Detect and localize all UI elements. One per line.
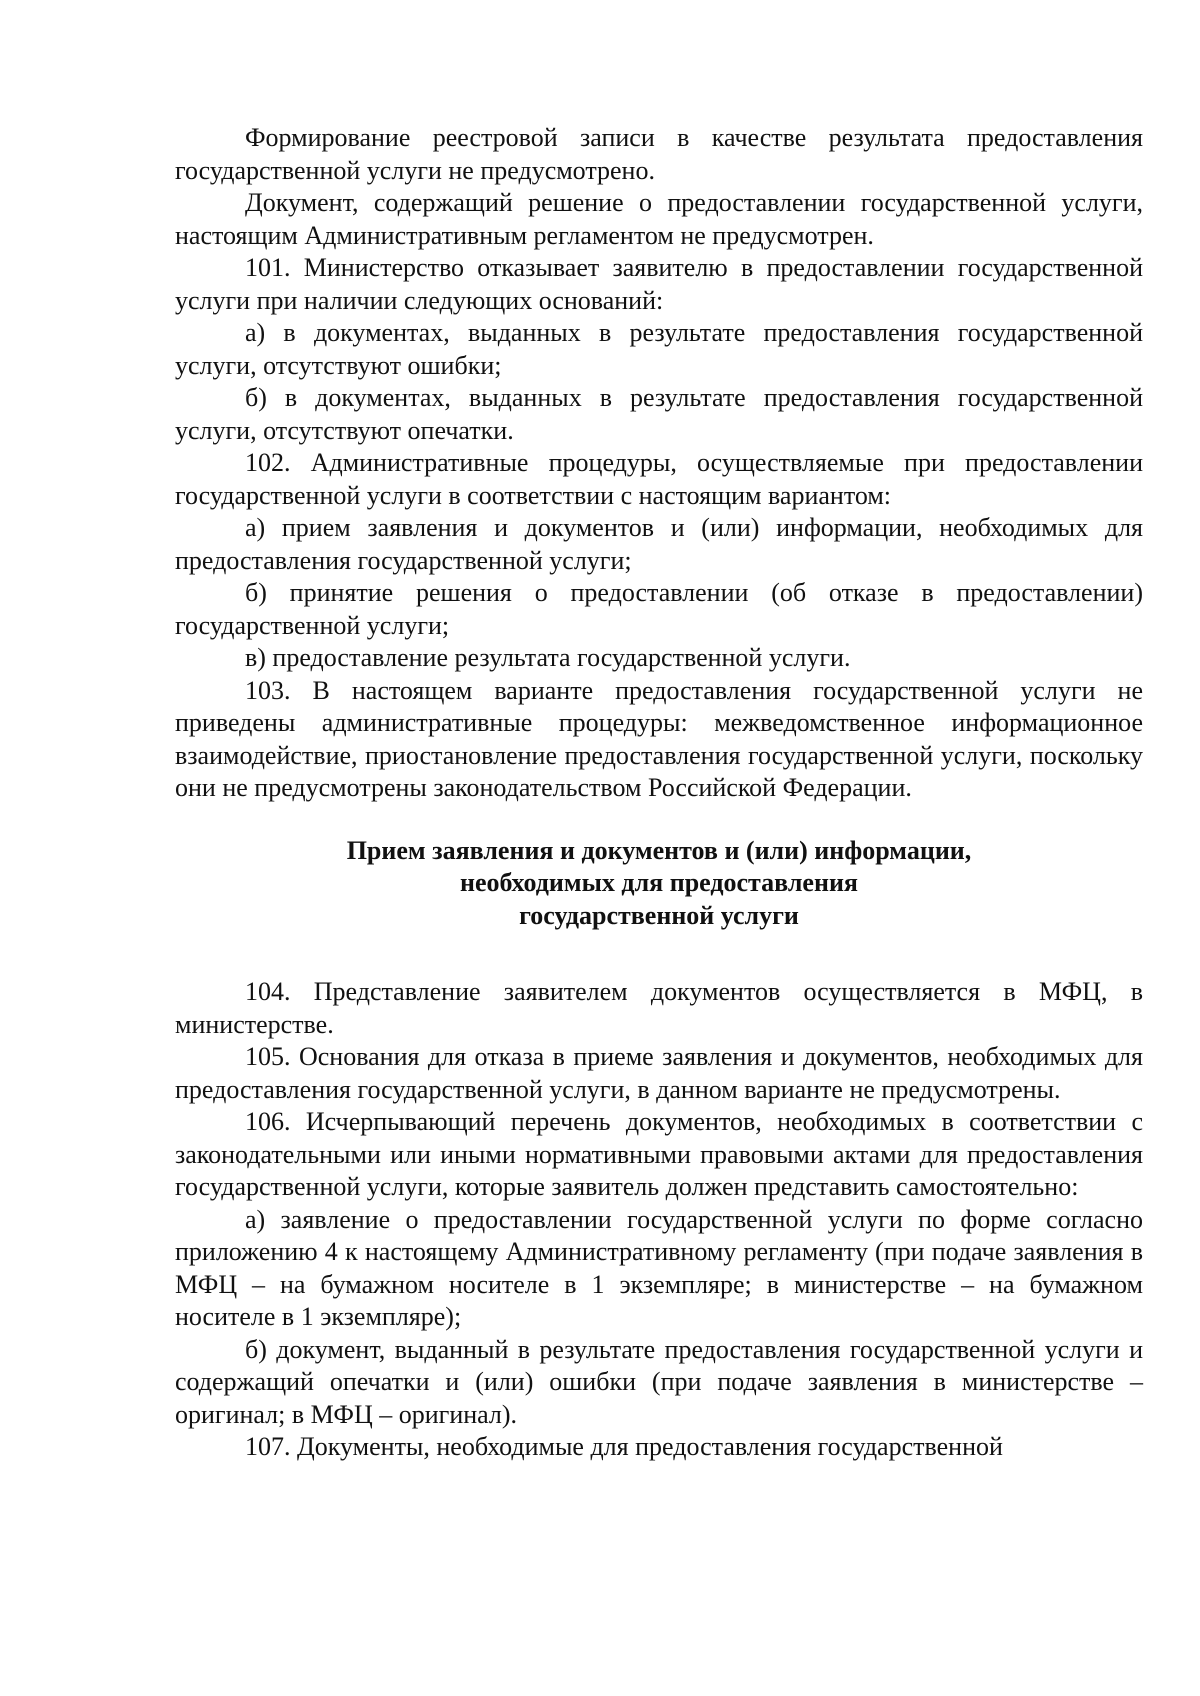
paragraph-102-a: а) прием заявления и документов и (или) информации, необходимых для предоставления государственной услуги; [175,513,1143,575]
paragraph-107: 107. Документы, необходимые для предоставления государственной [245,1432,1003,1461]
paragraph-104: 104. Представление заявителем документов осуществляется в МФЦ, в министерстве. [175,977,1143,1039]
paragraph-102: 102. Административные процедуры, осуществляемые при предоставлении государственной услуги в соответствии с настоящим вариантом: [175,448,1143,510]
paragraph-102-v: в) предоставление результата государственной услуги. [245,643,851,672]
paragraph-101: 101. Министерство отказывает заявителю в предоставлении государственной услуги при наличии следующих оснований: [175,253,1143,315]
paragraph-registry-record: Формирование реестровой записи в качестве результата предоставления государственной услуги не предусмотрено. [175,123,1143,185]
section-heading-line-2: необходимых для предоставления [459,868,858,897]
paragraph-101-b: б) в документах, выданных в результате предоставления государственной услуги, отсутствуют опечатки. [175,383,1143,445]
paragraph-106: 106. Исчерпывающий перечень документов, необходимых в соответствии с законодательными или иными нормативными правовыми актами для предоставления государственной услуги, которые заявитель должен представить самостоятельно: [175,1107,1143,1201]
paragraph-106-a: а) заявление о предоставлении государственной услуги по форме согласно приложению 4 к настоящему Административному регламенту (при подаче заявления в МФЦ – на бумажном носителе в 1 экземпляре; в министерстве – на бумажном носителе в 1 экземпляре); [175,1204,1143,1331]
paragraph-103: 103. В настоящем варианте предоставления государственной услуги не приведены административные процедуры: межведомственное информационное взаимодействие, приостановление предоставления государственной услуги, поскольку они не предусмотрены законодательством Российской Федерации. [175,675,1143,802]
section-heading-line-3: государственной услуги [519,900,799,930]
section-heading-line-1: Прием заявления и документов и (или) информации, [346,835,972,865]
paragraph-102-b: б) принятие решения о предоставлении (об отказе в предоставлении) государственной услуги; [175,578,1143,640]
paragraph-105: 105. Основания для отказа в приеме заявления и документов, необходимых для предоставления государственной услуги, в данном варианте не предусмотрены. [175,1042,1143,1104]
paragraph-101-a: а) в документах, выданных в результате предоставления государственной услуги, отсутствуют ошибки; [175,318,1143,380]
paragraph-decision-document: Документ, содержащий решение о предоставлении государственной услуги, настоящим Административным регламентом не предусмотрен. [175,188,1143,250]
document-body [175,122,1143,1464]
paragraph-106-b: б) документ, выданный в результате предоставления государственной услуги и содержащий опечатки и (или) ошибки (при подаче заявления в министерстве – оригинал; в МФЦ – оригинал). [175,1334,1143,1429]
section-heading [175,835,1143,933]
